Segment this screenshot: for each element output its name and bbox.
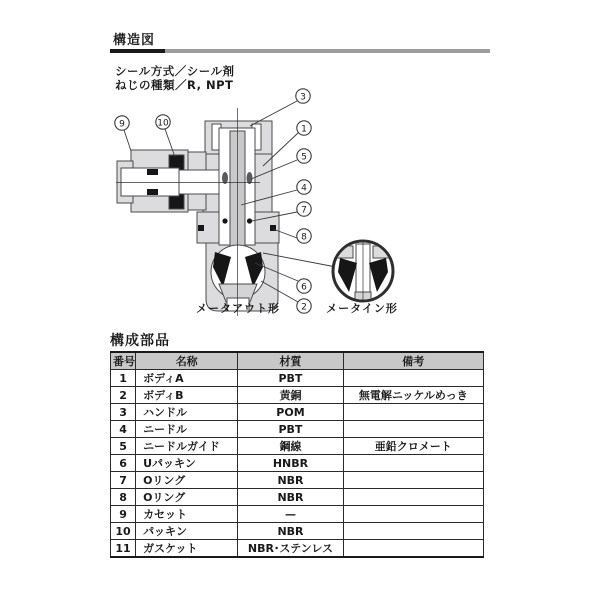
cell-name: ニードルガイド — [136, 438, 238, 455]
valve-cross-section — [117, 121, 279, 311]
cell-material: — — [238, 506, 343, 523]
cell-name: ボディB — [136, 387, 238, 404]
table-row — [111, 387, 484, 404]
cell-name: Uパッキン — [136, 455, 238, 472]
cell-material: NBR — [238, 523, 343, 540]
cell-note — [343, 421, 483, 438]
table-row — [111, 472, 484, 489]
col-header-material: 材質 — [238, 352, 343, 370]
cell-name: Oリング — [136, 489, 238, 506]
table-row — [111, 506, 484, 523]
callout-4 — [297, 180, 311, 194]
cell-note — [343, 370, 483, 387]
svg-text:2: 2 — [301, 302, 307, 313]
callout-5 — [297, 149, 311, 163]
meter-out-label: メータアウト形 — [196, 302, 280, 315]
callout-8 — [297, 229, 311, 243]
claw-top — [147, 169, 158, 175]
cell-material: 鋼線 — [238, 438, 343, 455]
cell-note: 無電解ニッケルめっき — [343, 387, 483, 404]
side-passage — [179, 170, 221, 194]
cell-name: ニードル — [136, 421, 238, 438]
page-title: 構造図 — [113, 33, 156, 48]
callout-1 — [297, 121, 311, 135]
cell-material: NBR — [238, 472, 343, 489]
col-header-no: 番号 — [111, 352, 136, 370]
cell-number: 9 — [111, 506, 136, 523]
cell-number: 1 — [111, 370, 136, 387]
seal-note-line2: ねじの種類／R, NPT — [115, 78, 234, 92]
cell-number: 5 — [111, 438, 136, 455]
col-header-name: 名称 — [136, 352, 238, 370]
cell-note — [343, 506, 483, 523]
table-row — [111, 540, 484, 558]
parts-section-title: 構成部品 — [110, 333, 170, 349]
claw-bottom — [147, 189, 158, 195]
cell-material: PBT — [238, 421, 343, 438]
title-underline-black — [110, 49, 165, 53]
svg-text:5: 5 — [301, 152, 307, 163]
svg-text:3: 3 — [300, 92, 306, 103]
callout-10 — [156, 115, 170, 129]
cell-name: Oリング — [136, 472, 238, 489]
svg-text:10: 10 — [157, 118, 169, 129]
cell-number: 2 — [111, 387, 136, 404]
col-header-note: 備考 — [343, 352, 483, 370]
meter-in-label: メータイン形 — [326, 302, 398, 315]
parts-table-header-row — [111, 352, 484, 370]
seal-note-line1: シール方式／シール剤 — [115, 64, 235, 78]
svg-text:6: 6 — [301, 282, 307, 293]
cell-name: ガスケット — [136, 540, 238, 558]
parts-table — [110, 351, 484, 558]
callout-2 — [297, 299, 311, 313]
cell-note — [343, 489, 483, 506]
cell-material: POM — [238, 404, 343, 421]
svg-text:4: 4 — [301, 183, 307, 194]
table-row — [111, 455, 484, 472]
cell-note — [343, 472, 483, 489]
cell-number: 7 — [111, 472, 136, 489]
cell-material: NBR — [238, 489, 343, 506]
cell-name: パッキン — [136, 523, 238, 540]
cell-note — [343, 540, 483, 558]
cell-number: 10 — [111, 523, 136, 540]
callout-3 — [296, 89, 310, 103]
cell-note — [343, 523, 483, 540]
cell-material: NBR･ステンレス — [238, 540, 343, 558]
cell-number: 4 — [111, 421, 136, 438]
cell-number: 6 — [111, 455, 136, 472]
cell-name: ボディA — [136, 370, 238, 387]
structure-diagram — [95, 80, 415, 320]
table-row — [111, 438, 484, 455]
cell-number: 8 — [111, 489, 136, 506]
cell-note — [343, 455, 483, 472]
cell-note: 亜鉛クロメート — [343, 438, 483, 455]
table-row — [111, 489, 484, 506]
title-underline-gray — [165, 49, 490, 53]
cell-material: PBT — [238, 370, 343, 387]
cell-name: ハンドル — [136, 404, 238, 421]
table-row — [111, 370, 484, 387]
parts-table-body — [111, 370, 484, 558]
meter-in-detail — [333, 241, 393, 301]
o-ring-7-left — [222, 218, 227, 223]
callout-9 — [115, 116, 129, 130]
svg-text:9: 9 — [119, 119, 125, 130]
table-row — [111, 523, 484, 540]
callout-7 — [297, 202, 311, 216]
o-ring-8-left — [198, 225, 204, 231]
cell-material: 黄銅 — [238, 387, 343, 404]
cell-name: カセット — [136, 506, 238, 523]
callout-6 — [297, 279, 311, 293]
o-ring-7-right — [247, 218, 252, 223]
svg-text:1: 1 — [301, 124, 307, 135]
cell-number: 3 — [111, 404, 136, 421]
cell-material: HNBR — [238, 455, 343, 472]
table-row — [111, 421, 484, 438]
cell-note — [343, 404, 483, 421]
cell-number: 11 — [111, 540, 136, 558]
table-row — [111, 404, 484, 421]
svg-text:8: 8 — [301, 232, 307, 243]
svg-text:7: 7 — [301, 205, 307, 216]
